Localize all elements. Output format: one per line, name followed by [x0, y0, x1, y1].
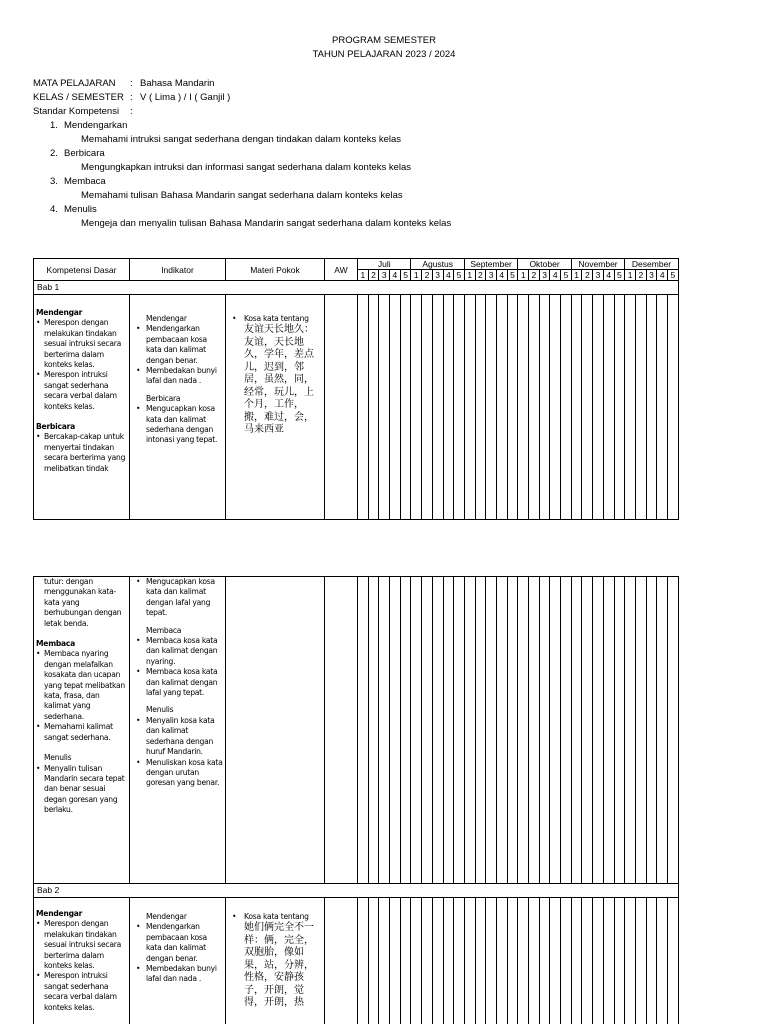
week-cell	[667, 577, 678, 884]
kd-section-heading: Mendengar	[36, 909, 83, 918]
week-number: 2	[475, 270, 486, 281]
week-cell	[582, 577, 593, 884]
week-cell	[529, 898, 540, 1024]
week-cell	[390, 898, 401, 1024]
week-cell	[454, 577, 465, 884]
materi-hanzi: 友谊天长地久：友谊，天长地久，学年，差点儿，迟到，邻居，虽然，同，经常，玩儿，上个月，工作，搬，难过，会，马来西亚	[244, 324, 314, 436]
kd-bullet: • Memahami kalimat sangat sederhana.	[36, 722, 127, 743]
materi-bullet	[230, 314, 322, 437]
sk-description: Memahami intruksi sangat sederhana dengan tindakan dalam konteks kelas	[81, 134, 402, 145]
kd-bullet: • Bercakap-cakap untuk menyertai tindakan secara berterima yang melibatkan tindak	[36, 432, 127, 474]
week-number: 5	[668, 270, 679, 281]
week-number: 3	[379, 270, 390, 281]
week-cell	[368, 295, 379, 520]
kd-section-heading: Menulis	[44, 753, 72, 763]
ind-bullet: • Mendengarkan pembacaan kosa kata dan kalimat dengan benar.	[134, 324, 223, 366]
class-value: V ( Lima ) / I ( Ganjil )	[140, 92, 231, 103]
aw-cell	[325, 577, 358, 884]
week-cell	[518, 898, 529, 1024]
week-cell	[358, 898, 369, 1024]
week-number: 2	[529, 270, 540, 281]
week-cell	[475, 898, 486, 1024]
week-cell	[657, 295, 668, 520]
week-cell	[432, 577, 443, 884]
ind-heading: Mendengar	[146, 314, 187, 323]
week-cell	[646, 577, 657, 884]
week-cell	[614, 295, 625, 520]
kd-bullet: • Menyalin tulisan Mandarin secara tepat dan benar sesuai degan goresan yang berlaku.	[36, 764, 127, 816]
kd-bullet: • Merespon dengan melakukan tindakan sesuai intruksi secara berterima dalam konteks kelas.	[36, 318, 127, 370]
sk-title: Mendengarkan	[64, 120, 128, 131]
program-table-top	[33, 258, 679, 520]
kd-bullet: • Membaca nyaring dengan melafalkan kosakata dan ucapan yang tepat melibatkan kata, frasa, dan kalimat yang sederhana.	[36, 649, 127, 722]
week-cell	[390, 295, 401, 520]
ind-bullet: • Menyalin kosa kata dan kalimat sederhana dengan huruf Mandarin.	[134, 716, 223, 758]
materi-cell	[226, 577, 325, 884]
ind-heading: Berbicara	[146, 393, 181, 403]
week-number: 5	[400, 270, 411, 281]
sk-title: Berbicara	[64, 148, 105, 159]
week-cell	[496, 898, 507, 1024]
week-cell	[411, 898, 422, 1024]
week-cell	[571, 295, 582, 520]
week-cell	[379, 577, 390, 884]
week-number: 1	[464, 270, 475, 281]
kd-bullet: • Merespon intruksi sangat sederhana secara verbal dalam konteks kelas.	[36, 370, 127, 412]
week-cell	[593, 898, 604, 1024]
sk-row	[33, 105, 451, 119]
week-cell	[582, 295, 593, 520]
week-cell	[603, 898, 614, 1024]
week-cell	[422, 295, 433, 520]
week-cell	[561, 898, 572, 1024]
week-number: 2	[368, 270, 379, 281]
indikator-cell	[130, 898, 226, 1024]
subject-row	[33, 77, 451, 91]
week-number: 3	[486, 270, 497, 281]
week-cell	[657, 898, 668, 1024]
week-cell	[400, 898, 411, 1024]
month-header: Juli	[358, 259, 411, 270]
sk-description: Mengungkapkan intruksi dan informasi sangat sederhana dalam konteks kelas	[81, 162, 412, 173]
header-indikator: Indikator	[130, 259, 226, 281]
week-cell	[507, 295, 518, 520]
kd-continuation: tutur: dengan menggunakan kata-kata yang berhubungan dengan letak benda.	[44, 577, 122, 628]
week-cell	[571, 577, 582, 884]
week-number: 5	[507, 270, 518, 281]
week-cell	[539, 577, 550, 884]
week-number: 5	[614, 270, 625, 281]
week-cell	[379, 295, 390, 520]
sk-number: 1.	[50, 120, 58, 131]
week-cell	[668, 295, 679, 520]
subject-key: MATA PELAJARAN	[33, 78, 116, 89]
week-cell	[443, 577, 454, 884]
ind-bullet: • Mengucapkan kosa kata dan kalimat sederhana dengan intonasi yang tepat.	[134, 404, 223, 446]
week-cell	[571, 898, 582, 1024]
week-cell	[464, 898, 475, 1024]
week-number: 3	[432, 270, 443, 281]
week-cell	[475, 577, 486, 884]
week-cell	[593, 295, 604, 520]
sk-item	[50, 119, 451, 147]
week-cell	[486, 577, 497, 884]
week-cell	[422, 898, 433, 1024]
week-cell	[507, 898, 518, 1024]
program-table-bottom	[33, 576, 679, 1024]
kd-bullet: • Merespon dengan melakukan tindakan sesuai intruksi secara berterima dalam konteks kelas.	[36, 919, 127, 971]
week-cell	[400, 577, 411, 884]
week-cell	[635, 295, 646, 520]
bab-label: Bab 1	[34, 281, 679, 295]
week-cell	[550, 577, 561, 884]
indikator-cell	[130, 577, 226, 884]
header-materi: Materi Pokok	[226, 259, 325, 281]
week-cell	[539, 898, 550, 1024]
sk-item	[50, 203, 451, 231]
week-cell	[390, 577, 401, 884]
materi-hanzi: 她们俩完全不一样：俩，完全，双胞胎，像如果，站，分辨，性格，安静孩子，开朗，觉得，开朗，热	[244, 922, 314, 1009]
month-header: September	[464, 259, 517, 270]
week-cell	[443, 898, 454, 1024]
ind-heading: Membaca	[146, 625, 182, 635]
week-cell	[539, 295, 550, 520]
week-cell	[625, 898, 636, 1024]
week-cell	[443, 295, 454, 520]
sk-number: 2.	[50, 148, 58, 159]
sk-key: Standar Kompetensi	[33, 106, 120, 117]
week-cell	[432, 898, 443, 1024]
aw-cell	[325, 295, 358, 520]
ind-bullet: • Mengucapkan kosa kata dan kalimat dengan lafal yang tepat.	[134, 577, 223, 619]
meta-block	[33, 77, 451, 231]
ind-heading: Menulis	[146, 705, 174, 715]
week-cell	[614, 898, 625, 1024]
week-number: 3	[593, 270, 604, 281]
month-header: Desember	[625, 259, 679, 270]
week-cell	[496, 577, 507, 884]
page-header	[0, 34, 768, 62]
week-cell	[486, 898, 497, 1024]
week-cell	[432, 295, 443, 520]
week-cell	[646, 898, 657, 1024]
indikator-cell	[130, 295, 226, 520]
table-row	[34, 295, 679, 520]
week-cell	[593, 577, 604, 884]
kd-section-heading: Membaca	[36, 639, 76, 649]
colon: :	[130, 78, 133, 89]
week-cell	[550, 295, 561, 520]
week-cell	[529, 577, 540, 884]
week-cell	[603, 295, 614, 520]
week-cell	[358, 577, 369, 884]
ind-heading: Mendengar	[146, 912, 187, 921]
week-cell	[646, 295, 657, 520]
colon: :	[130, 106, 133, 117]
week-number: 4	[390, 270, 401, 281]
week-cell	[411, 295, 422, 520]
ind-bullet: • Membedakan bunyi lafal dan nada .	[134, 964, 223, 985]
sk-item	[50, 147, 451, 175]
week-cell	[486, 295, 497, 520]
week-cell	[614, 577, 625, 884]
kd-section-heading: Berbicara	[36, 422, 75, 432]
sk-title: Membaca	[64, 176, 106, 187]
class-key: KELAS / SEMESTER	[33, 92, 124, 103]
colon: :	[130, 92, 133, 103]
week-cell	[475, 295, 486, 520]
materi-cell	[226, 295, 325, 520]
page-title: PROGRAM SEMESTER	[332, 35, 436, 46]
week-cell	[518, 577, 529, 884]
week-cell	[464, 295, 475, 520]
sk-item	[50, 175, 451, 203]
sk-list	[50, 119, 451, 231]
week-number: 1	[625, 270, 636, 281]
week-cell	[529, 295, 540, 520]
week-cell	[657, 577, 668, 884]
week-cell	[368, 898, 379, 1024]
week-number: 2	[582, 270, 593, 281]
week-number: 5	[561, 270, 572, 281]
week-cell	[358, 295, 369, 520]
sk-description: Memahami tulisan Bahasa Mandarin sangat sederhana dalam konteks kelas	[81, 190, 403, 201]
kd-cell	[34, 295, 130, 520]
materi-label: • Kosa kata tentang	[244, 314, 309, 323]
kd-cell	[34, 577, 130, 884]
ind-bullet: • Membaca kosa kata dan kalimat dengan lafal yang tepat.	[134, 667, 223, 698]
week-cell	[561, 577, 572, 884]
month-header: November	[571, 259, 625, 270]
week-cell	[635, 898, 646, 1024]
week-cell	[496, 295, 507, 520]
bab-label: Bab 2	[34, 884, 679, 898]
sk-number: 3.	[50, 176, 58, 187]
class-row	[33, 91, 451, 105]
week-cell	[667, 898, 678, 1024]
week-cell	[550, 898, 561, 1024]
materi-cell	[226, 898, 325, 1024]
subject-value: Bahasa Mandarin	[140, 78, 215, 89]
ind-bullet: • Menuliskan kosa kata dengan urutan goresan yang benar.	[134, 758, 223, 789]
week-cell	[454, 898, 465, 1024]
week-cell	[625, 295, 636, 520]
week-number: 4	[550, 270, 561, 281]
week-cell	[379, 898, 390, 1024]
aw-cell	[325, 898, 358, 1024]
week-cell	[411, 577, 422, 884]
month-header: Oktober	[518, 259, 571, 270]
week-number: 2	[635, 270, 646, 281]
header-kd: Kompetensi Dasar	[34, 259, 130, 281]
week-cell	[422, 577, 433, 884]
sk-number: 4.	[50, 204, 58, 215]
week-cell	[400, 295, 411, 520]
week-number: 3	[539, 270, 550, 281]
ind-bullet: • Mendengarkan pembacaan kosa kata dan kalimat dengan benar.	[134, 922, 223, 964]
week-cell	[518, 295, 529, 520]
week-cell	[507, 577, 518, 884]
kd-cell	[34, 898, 130, 1024]
table-row	[34, 577, 679, 884]
week-cell	[454, 295, 465, 520]
kd-section-heading: Mendengar	[36, 308, 83, 317]
table-row	[34, 898, 679, 1024]
week-number: 2	[422, 270, 433, 281]
week-cell	[625, 577, 636, 884]
materi-label: • Kosa kata tentang	[244, 912, 309, 921]
week-number: 5	[454, 270, 465, 281]
week-number: 4	[603, 270, 614, 281]
week-number: 3	[646, 270, 657, 281]
week-number: 1	[518, 270, 529, 281]
header-aw: AW	[325, 259, 358, 281]
sk-title: Menulis	[64, 204, 97, 215]
week-cell	[603, 577, 614, 884]
week-cell	[464, 577, 475, 884]
week-number: 1	[571, 270, 582, 281]
week-number: 4	[657, 270, 668, 281]
week-number: 4	[443, 270, 454, 281]
week-cell	[368, 577, 379, 884]
week-cell	[635, 577, 646, 884]
week-number: 4	[496, 270, 507, 281]
sk-description: Mengeja dan menyalin tulisan Bahasa Mandarin sangat sederhana dalam konteks kelas	[81, 218, 452, 229]
week-number: 1	[358, 270, 369, 281]
ind-bullet: • Membaca kosa kata dan kalimat dengan nyaring.	[134, 636, 223, 667]
week-cell	[561, 295, 572, 520]
materi-bullet	[230, 912, 322, 1010]
kd-bullet: • Merespon intruksi sangat sederhana secara verbal dalam konteks kelas.	[36, 971, 127, 1013]
week-number: 1	[411, 270, 422, 281]
academic-year: TAHUN PELAJARAN 2023 / 2024	[312, 49, 456, 60]
month-header: Agustus	[411, 259, 464, 270]
week-cell	[582, 898, 593, 1024]
ind-bullet: • Membedakan bunyi lafal dan nada .	[134, 366, 223, 387]
